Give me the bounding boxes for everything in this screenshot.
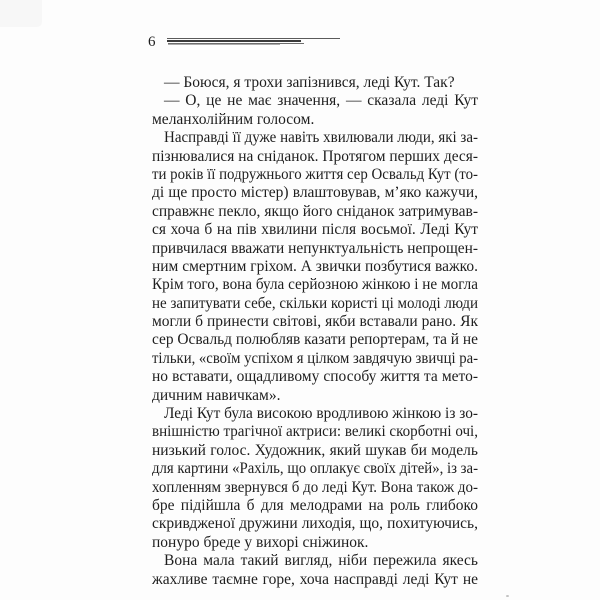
text-line: Крім того, вона була серйозною жінкою і не могла [152,276,478,294]
page-corner-shade [0,0,42,27]
paragraph [152,405,478,552]
text-line: ти років її подружнього життя сер Освальд Кут (то- [152,165,478,183]
ornament-line-4 [168,44,280,45]
text-line: ся хоча б на пів хвилини після восьмої. Леді Кут [152,221,478,239]
text-line: — О, це не має значення, — сказала леді Кут [164,92,478,110]
text-line: — Боюся, я трохи запізнився, леді Кут. Так? [164,74,455,91]
text-line: низький голос. Художник, який шукав би модель [152,441,478,459]
paragraph [152,129,478,405]
text-line: могли б принести світові, якби вставали рано. Як [152,313,478,331]
text-line: хопленням звернувся б до леді Кут. Вона також до- [152,478,478,496]
text-line: Леді Кут була високою вродливою жінкою із зо- [164,405,478,423]
text-line: дичним навичкам». [152,386,281,404]
paragraph [152,74,478,92]
text-line: бре підійшла б для мелодрами на роль глибоко [152,496,478,514]
text-line: но вставати, ощадливому способу життя та мето- [152,368,478,386]
text-line: ді ще просто містер) влаштовував, м’яко кажучи, [152,184,478,202]
text-line: меланхолійним голосом. [152,110,315,128]
text-line: ним смертним гріхом. А звички позбутися важко. [152,257,478,275]
text-line: внішністю трагічної актриси: великі скорботні очі, [152,423,478,441]
text-line: тільки, «своїм успіхом я цілком завдячую звичці ра- [152,349,478,367]
text-line: скривдженої дружини лиходія, що, похитуючись, [152,515,478,533]
page-number: 6 [148,34,156,50]
scan-speck [506,595,509,597]
text-line: справжнє пекло, якщо його сніданок затримував- [152,202,478,220]
text-line: привчилася вважати непунктуальність непрощен- [152,239,478,257]
paragraph [152,552,478,589]
text-line: Насправді її дуже навіть хвилювали люди, які за- [164,129,478,147]
text-line: жахливе таємне горе, хоча насправді леді Кут не [152,570,478,588]
text-line: сер Освальд полюбляв казати репортерам, та й не [152,331,478,349]
text-line: пізнювалися на сніданок. Протягом перших деся- [152,147,478,165]
page-text [152,74,478,589]
text-line: Вона мала такий вигляд, ніби пережила якесь [164,552,478,570]
text-line: не запитувати себе, скільки користі ці молоді люди [152,294,478,312]
paragraph [152,92,478,129]
text-line: для картини «Рахіль, що оплакує своїх дітей», із за- [152,460,478,478]
text-line: понуро бреде у вихорі сніжинок. [152,533,369,551]
